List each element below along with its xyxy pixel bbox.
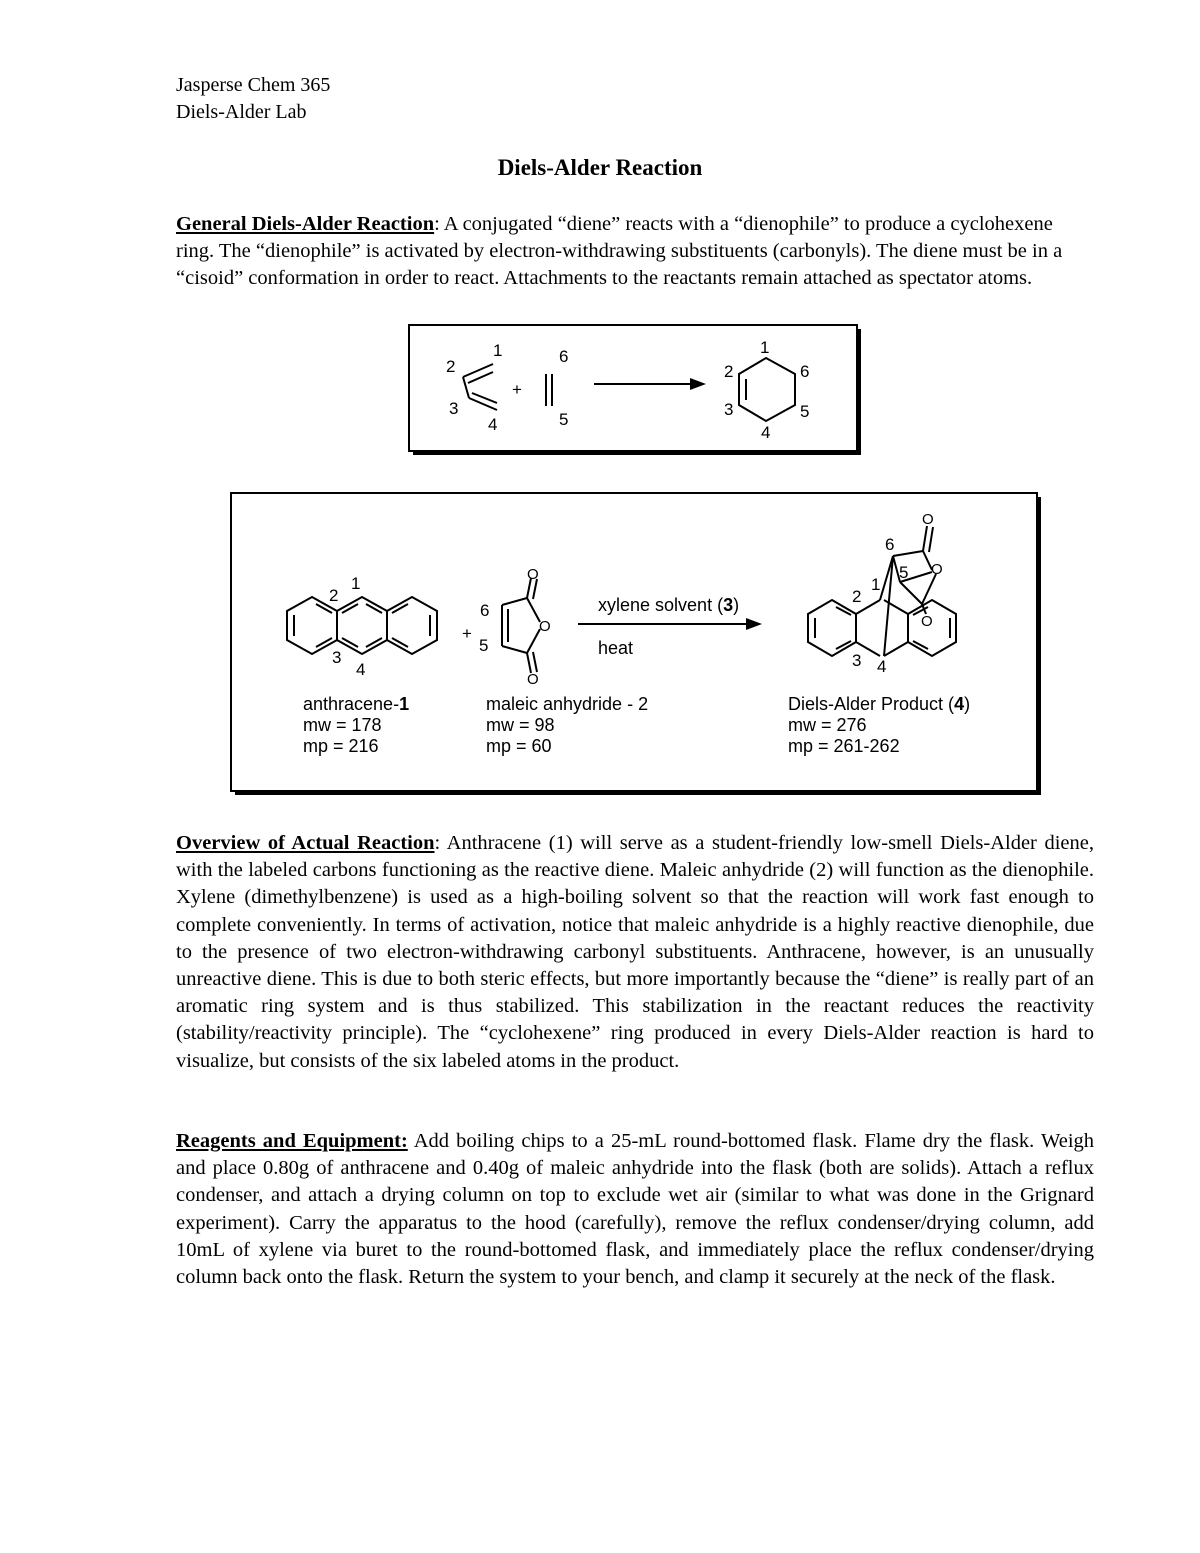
product2-label-6: 6 [885, 535, 895, 554]
product-name-number: 4 [954, 694, 965, 714]
anthracene-label-2: 2 [329, 586, 339, 605]
maleic-name: maleic anhydride - 2 [486, 694, 649, 714]
overview-text: : Anthracene (1) will serve as a student-friendly low-smell Diels-Alder diene, with the labeled carbons functioning as the reactive diene. Maleic anhydride (2) will function as the dienophile. Xylene (dimethylbenzene) is used as a high-boiling solvent so that the reaction will work fast enough to complete conveniently. In terms of activation, notice that maleic anhydride is a highly reactive dienophile, due to the presence of two electron-withdrawing carbonyl substituents. Anthracene, however, is an unusually unreactive diene. This is due to both steric effects, but more importantly because the “diene” is really part of an aromatic ring system and is thus stabilized. This stabilization in the reactant reduces the reactivity (stability/reactivity principle). The “cyclohexene” ring produced in every Diels-Alder reaction is hard to visualize, but consists of the six labeled atoms in the product. [176, 832, 1094, 1072]
maleic-properties [486, 694, 648, 757]
diene-label-2: 2 [446, 357, 456, 376]
reagents-paragraph [176, 1128, 1094, 1291]
anthracene-properties [303, 694, 409, 757]
dienophile-label-6: 6 [559, 347, 569, 366]
product-oxygen-ring: O [931, 561, 943, 578]
product-oxygen-bottom: O [921, 613, 933, 630]
product1-label-2: 2 [724, 362, 734, 381]
maleic-label-5: 5 [479, 636, 489, 655]
anthracene-name-text: anthracene- [303, 694, 400, 714]
product-name [788, 694, 970, 715]
arrow-solvent-number: 3 [723, 595, 734, 615]
anthracene-label-3: 3 [332, 648, 342, 667]
product2-label-1: 1 [871, 575, 881, 594]
anthracene-label-4: 4 [356, 660, 366, 679]
dienophile-label-5: 5 [559, 410, 569, 429]
product2-label-5: 5 [899, 563, 909, 582]
plus-sign: + [512, 380, 522, 399]
overview-paragraph [176, 830, 1094, 1075]
maleic-mw: mw = 98 [486, 715, 555, 735]
anthracene-name-number: 1 [399, 694, 410, 714]
product2-label-3: 3 [852, 651, 862, 670]
product-properties [788, 694, 970, 757]
anthracene-label-1: 1 [351, 574, 361, 593]
product-oxygen-top: O [922, 511, 934, 528]
maleic-label-6: 6 [480, 601, 490, 620]
product1-label-5: 5 [800, 402, 810, 421]
diene-label-3: 3 [449, 399, 459, 418]
maleic-oxygen-bottom: O [527, 671, 539, 688]
general-scheme-box [409, 325, 857, 451]
overview-heading: Overview of Actual Reaction [176, 832, 435, 854]
diene-label-1: 1 [493, 341, 503, 360]
general-scheme [409, 325, 861, 455]
maleic-mp: mp = 60 [486, 736, 552, 756]
lab-line: Diels-Alder Lab [176, 101, 307, 123]
anthracene-mp: mp = 216 [303, 736, 379, 756]
course-line: Jasperse Chem 365 [176, 74, 331, 96]
product-name-text: Diels-Alder Product ( [788, 694, 955, 714]
product1-label-6: 6 [800, 362, 810, 381]
anthracene-mw: mw = 178 [303, 715, 382, 735]
general-reaction-heading: General Diels-Alder Reaction [176, 213, 435, 235]
product-mw: mw = 276 [788, 715, 867, 735]
product2-label-4: 4 [877, 657, 887, 676]
product2-label-2: 2 [852, 587, 862, 606]
arrow-heat-label: heat [598, 638, 634, 658]
product-name-close: ) [964, 694, 971, 714]
diene-label-4: 4 [488, 415, 498, 434]
maleic-oxygen-top: O [527, 566, 539, 583]
product1-label-3: 3 [724, 400, 734, 419]
product1-label-4: 4 [761, 423, 771, 442]
arrow-solvent-close: ) [733, 595, 740, 615]
page-title: Diels-Alder Reaction [497, 155, 703, 180]
reagents-heading: Reagents and Equipment: [176, 1130, 408, 1152]
reagents-text: Add boiling chips to a 25-mL round-bottomed flask. Flame dry the flask. Weigh and place 0.80g of anthracene and 0.40g of maleic anhydride into the flask (both are solids). Attach a reflux condenser, and attach a drying column on top to exclude wet air (similar to what was done in the Grignard experiment). Carry the apparatus to the hood (carefully), remove the reflux condenser/drying column, add 10mL of xylene via buret to the round-bottomed flask, and immediately place the reflux condenser/drying column back onto the flask. Return the system to your bench, and clamp it securely at the neck of the flask. [176, 1130, 1095, 1289]
arrow-solvent-label [598, 595, 739, 616]
maleic-oxygen-ring: O [539, 618, 551, 635]
plus-sign-2: + [462, 624, 472, 643]
product1-label-1: 1 [760, 338, 770, 357]
arrow-solvent-text: xylene solvent ( [598, 595, 724, 615]
anthracene-name [303, 694, 409, 715]
product-mp: mp = 261-262 [788, 736, 900, 756]
general-reaction-text: : A conjugated “diene” reacts with a “dienophile” to produce a cyclohexene ring. The “dienophile” is activated by electron-withdrawing substituents (carbonyls). The diene must be in a “cisoid” conformation in order to react. Attachments to the reactants remain attached as spectator atoms. [176, 213, 1063, 290]
